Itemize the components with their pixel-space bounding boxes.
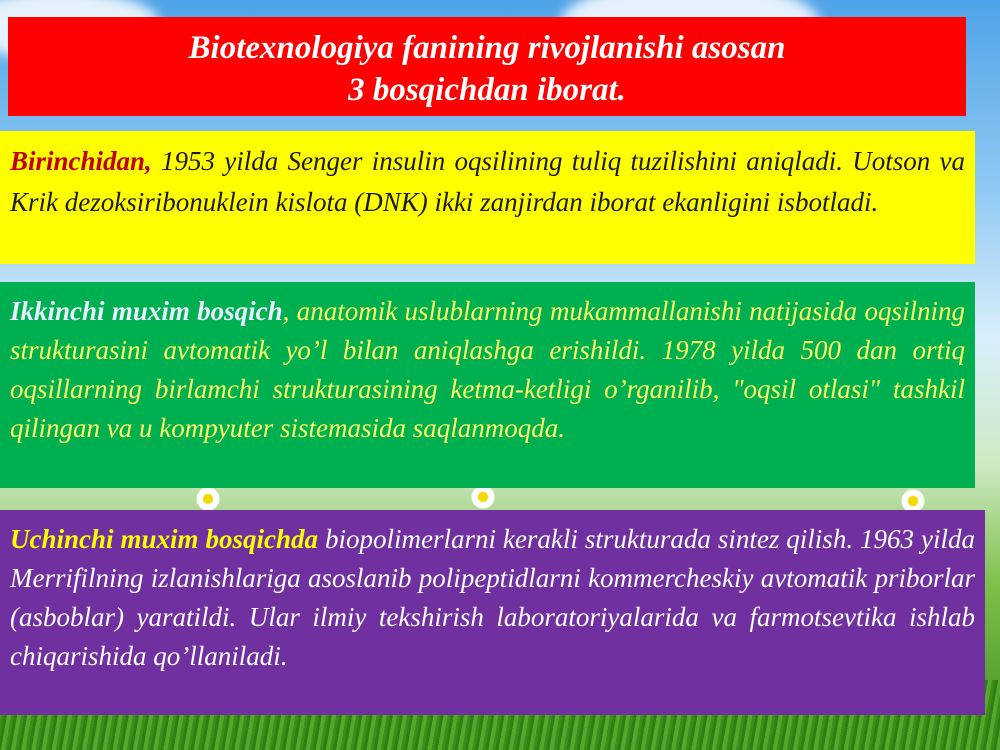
paragraph-lead: Birinchidan, [10, 146, 152, 176]
slide-title [8, 17, 966, 116]
flower-icon [195, 486, 221, 512]
paragraph-text: biopolimerlarni kerakli strukturada sintez qilish. 1963 yilda Merrifilning izlanishlariga asoslanib polipeptidlarni kommercheskiy avtomatik priborlar (asboblar) yaratildi. Ular ilmiy tekshirish laboratoriyalarida va farmotsevtika ishlab chiqarishida qo’llaniladi. [10, 524, 975, 671]
paragraph-second-stage [0, 282, 975, 488]
title-line-1: Biotexnologiya fanining rivojlanishi asosan [188, 30, 786, 66]
paragraph-lead: Ikkinchi muxim bosqich [10, 296, 283, 326]
paragraph-text: 1953 yilda Senger insulin oqsilining tuliq tuzilishini aniqladi. Uotson va Krik dezoksiribonuklein kislota (DNK) ikki zanjirdan iborat ekanligini isbotladi. [10, 146, 965, 217]
paragraph-third-stage [0, 510, 985, 715]
paragraph-lead: Uchinchi muxim bosqichda [10, 524, 318, 554]
paragraph-text: , anatomik uslublarning mukammallanishi natijasida oqsilning strukturasini avtomatik yo’l bilan aniqlashga erishildi. 1978 yilda 500 dan ortiq oqsillarning birlamchi strukturasining ketma-ketligi o’rganilib, "oqsil otlasi" tashkil qilingan va u kompyuter sistemasida saqlanmoqda. [10, 296, 965, 443]
title-line-2: 3 bosqichdan iborat. [348, 72, 626, 108]
paragraph-first-stage [0, 131, 975, 264]
